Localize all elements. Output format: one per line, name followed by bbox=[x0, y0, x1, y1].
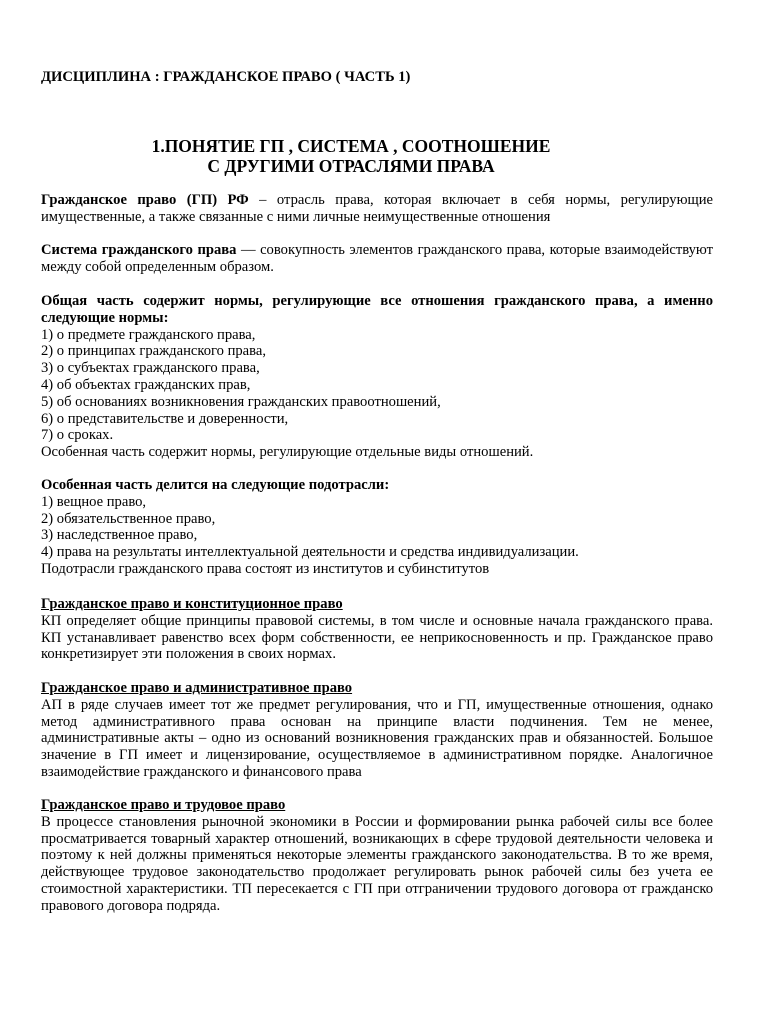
special-part-note: Особенная часть содержит нормы, регулирующие отдельные виды отношений. bbox=[41, 444, 534, 461]
special-part-list bbox=[41, 494, 713, 561]
constitutional-text: КП определяет общие принципы правовой системы, в том числе и основные начала гражданского права. КП устанавливает равенство всех форм собственности, ее неприкосновенность и пр. Гражданское право конкретизирует эти положения в своих нормах. bbox=[41, 612, 713, 663]
list-item: 7) о сроках. bbox=[41, 427, 114, 444]
constitutional-heading: Гражданское право и конституционное право bbox=[41, 596, 343, 612]
list-item: 3) о субъектах гражданского права, bbox=[41, 360, 260, 377]
list-item: 3) наследственное право, bbox=[41, 527, 198, 544]
system-text: — совокупность элементов гражданского права, которые взаимодействуют между собой определенным образом. bbox=[41, 242, 713, 275]
special-part-heading: Особенная часть делится на следующие подотрасли: bbox=[41, 477, 390, 493]
general-part-section bbox=[41, 293, 713, 461]
definition-text: – отрасль права, которая включает в себя нормы, регулирующие имущественные, а также связанные с ними личные неимущественные отношения bbox=[41, 192, 713, 225]
list-item: 2) обязательственное право, bbox=[41, 510, 216, 527]
definition-paragraph bbox=[41, 192, 713, 226]
general-part-list bbox=[41, 327, 713, 445]
administrative-heading: Гражданское право и административное право bbox=[41, 680, 353, 696]
page-title-line-2: С ДРУГИМИ ОТРАСЛЯМИ ПРАВА bbox=[207, 155, 495, 176]
administrative-text: АП в ряде случаев имеет тот же предмет регулирования, что и ГП, имущественные отношения, однако метод административного права основан на принципе власти подчинения. Тем не менее, административные акты – одно из оснований возникновения гражданских прав и обязанностей. Большое значение в ГП имеет и лицензирование, осуществляемое в административном порядке. Аналогичное взаимодействие гражданского и финансового права bbox=[41, 696, 713, 780]
subbranches-note: Подотрасли гражданского права состоят из институтов и субинститутов bbox=[41, 560, 490, 577]
discipline-header: ДИСЦИПЛИНА : ГРАЖДАНСКОЕ ПРАВО ( ЧАСТЬ 1) bbox=[41, 69, 411, 85]
system-term: Система гражданского права bbox=[41, 242, 237, 258]
administrative-section bbox=[41, 680, 713, 781]
page-title-line-1: 1.ПОНЯТИЕ ГП , СИСТЕМА , СООТНОШЕНИЕ bbox=[151, 136, 551, 156]
list-item: 1) о предмете гражданского права, bbox=[41, 326, 256, 343]
constitutional-section bbox=[41, 596, 713, 663]
list-item: 4) об объектах гражданских прав, bbox=[41, 376, 251, 393]
list-item: 5) об основаниях возникновения гражданских правоотношений, bbox=[41, 393, 441, 410]
general-part-heading: Общая часть содержит нормы, регулирующие все отношения гражданского права, а именно следующие нормы: bbox=[41, 293, 713, 326]
list-item: 4) права на результаты интеллектуальной деятельности и средства индивидуализации. bbox=[41, 544, 579, 561]
system-paragraph bbox=[41, 242, 713, 276]
list-item: 2) о принципах гражданского права, bbox=[41, 343, 266, 360]
labor-heading: Гражданское право и трудовое право bbox=[41, 797, 286, 813]
page-title bbox=[41, 137, 661, 176]
definition-term: Гражданское право (ГП) РФ bbox=[41, 192, 249, 208]
labor-section bbox=[41, 797, 713, 915]
special-part-section bbox=[41, 477, 713, 578]
labor-text: В процессе становления рыночной экономики в России и формировании рынка рабочей силы все более просматривается товарный характер отношений, возникающих в сфере трудовой деятельности человека и поэтому к ней должны применяться некоторые элементы гражданского законодательства. В то же время, действующее трудовое законодательство продолжает регулировать рынок рабочей силы без учета ее стоимостной характеристики. ТП пересекается с ГП при отграничении трудового договора от гражданско правового договора подряда. bbox=[41, 813, 713, 914]
list-item: 6) о представительстве и доверенности, bbox=[41, 410, 289, 427]
list-item: 1) вещное право, bbox=[41, 493, 147, 510]
